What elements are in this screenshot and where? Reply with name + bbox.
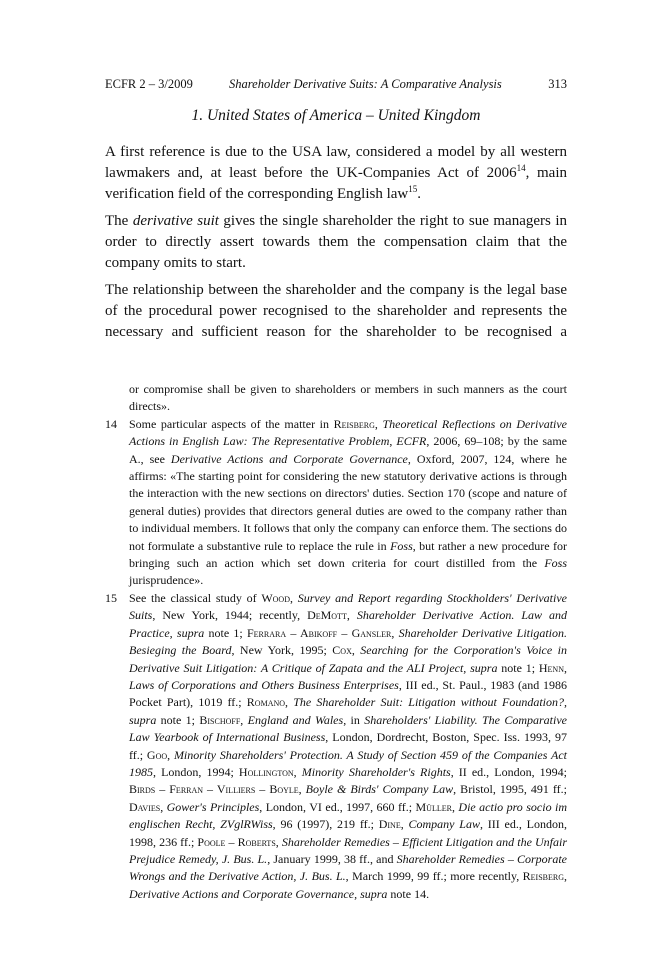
footnote-14: 14 Some particular aspects of the matter in Reisberg, Theoretical Reflections on Derivative Actions in English Law: The Representative Problem, ECFR, 2006, 69–108; by the same A., see Derivative Actions and Corporate Governance, Oxford, 2007, 124, where he affirms: «The starting point for considering the new statutory derivative actions is through the interaction with the new sections on directors' duties. Section 170 (scope and nature of general duties) provides that directors general duties are owed to the company rather than to individual members. It follows that only the company can enforce them. The sections do not formulate a substantive rule to replace the rule in Foss, but rather a new procedure for bringing such an action which set down criteria for court distilled from the Foss jurisprudence». (105, 416, 568, 588)
paragraph-1: A first reference is due to the USA law, considered a model by all western lawmakers and, at least before the UK-Companies Act of 2006$^{14}$, main verification field of the corresponding English law$^{15}$. (105, 144, 567, 202)
footnote-number: 14 (105, 416, 117, 431)
footnote-continued: or compromise shall be given to shareholders or members in such manners as the court directs». (129, 382, 567, 414)
journal-issue: ECFR 2 – 3/2009 (105, 77, 193, 91)
page-number: 313 (548, 77, 567, 91)
footnote-15: 15 See the classical study of Wood, Survey and Report regarding Stockholders' Derivative Suits, New York, 1944; recently, DeMott, Shareholder Derivative Action. Law and Practice, supra note 1; Ferrara – Abikoff – Gansler, Shareholder Derivative Litigation. Besieging the Board, New York, 1995; Cox, Searching for the Corporation's Voice in Derivative Suit Litigation: A Critique of Zapata and the ALI Project, supra note 1; Henn, Laws of Corporations and Others Business Enterprises, III ed., St. Paul., 1983 (and 1986 Pocket Part), 1019 ff.; Romano, The Shareholder Suit: Litigation without Foundation?, supra note 1; Bischoff, England and Wales, in Shareholders' Liability. The Comparative Law Yearbook of International Business, London, Dordrecht, Boston, Spec. Iss. 1993, 97 ff.; Goo, Minority Shareholders' Protection. A Study of Section 459 of the Companies Act 1985, London, 1994; Hollington, Minority Shareholder's Rights, II ed., London, 1994; Birds – Ferran – Villiers – Boyle, Boyle & Birds' Company Law, Bristol, 1995, 491 ff.; Davies, Gower's Principles, London, VI ed., 1997, 660 ff.; Müller, Die actio pro socio im englischen Recht, ZVglRWiss, 96 (1997), 219 ff.; Dine, Company Law, III ed., London, 1998, 236 ff.; Poole – Roberts, Shareholder Remedies – Efficient Litigation and the Unfair Prejudice Remedy, J. Bus. L., January 1999, 38 ff., and Shareholder Remedies – Corporate Wrongs and the Derivative Action, J. Bus. L., March 1999, 99 ff.; more recently, Reisberg, Derivative Actions and Corporate Governance, supra note 14. (105, 590, 568, 901)
paragraph-3: The relationship between the shareholder and the company is the legal base of the procedural power recognised to the shareholder and represents the necessary and sufficient reason for the shareholder to be recognised a (105, 282, 567, 340)
paragraph-2: The derivative suit gives the single shareholder the right to sue managers in order to directly assert towards them the compensation claim that the company omits to start. (105, 213, 567, 271)
footnotes (105, 381, 567, 903)
running-title: Shareholder Derivative Suits: A Comparative Analysis (229, 77, 502, 91)
body-text (105, 142, 567, 349)
section-heading: 1. United States of America – United Kingdom (191, 107, 481, 124)
footnote-ref-14[interactable]: 14 (516, 163, 526, 173)
footnote-ref-15[interactable]: 15 (408, 184, 418, 194)
footnote-number: 15 (105, 590, 117, 605)
